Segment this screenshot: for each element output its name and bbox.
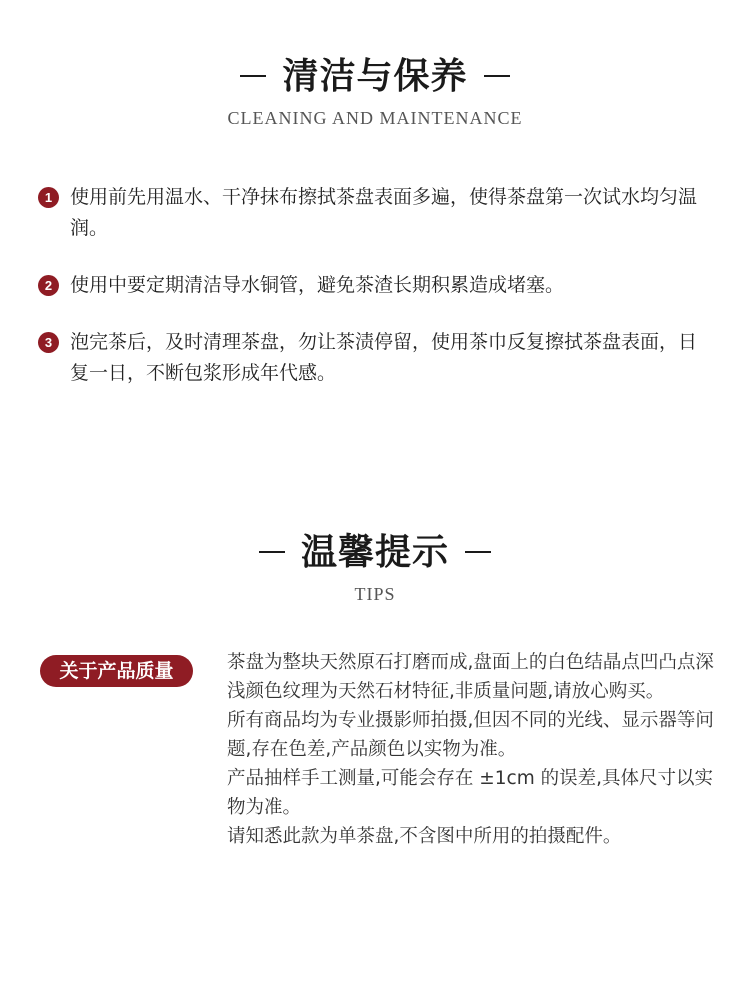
title-dash-left — [259, 551, 285, 553]
step-number-badge: 1 — [38, 187, 59, 208]
tips-subtitle: TIPS — [354, 584, 396, 604]
title-dash-right — [465, 551, 491, 553]
step-number-badge: 3 — [38, 332, 59, 353]
product-quality-badge: 关于产品质量 — [40, 655, 193, 687]
cleaning-title: 清洁与保养 — [282, 55, 468, 97]
step-text: 泡完茶后，及时清理茶盘，勿让茶渍停留，使用茶巾反复擦拭茶盘表面，日复一日，不断包浆形成年代感。 — [70, 331, 698, 384]
tips-list — [227, 648, 719, 851]
tips-heading — [0, 531, 750, 605]
tip-paragraph: 产品抽样手工测量,可能会存在 ±1cm 的误差,具体尺寸以实物为准。 — [227, 768, 713, 818]
cleaning-heading — [0, 55, 750, 129]
step-text: 使用前先用温水、干净抹布擦拭茶盘表面多遍，使得茶盘第一次试水均匀温润。 — [70, 186, 698, 239]
tips-title: 温馨提示 — [300, 531, 449, 573]
title-dash-left — [240, 75, 266, 77]
tip-paragraph: 所有商品均为专业摄影师拍摄,但因不同的光线、显示器等问题,存在色差,产品颜色以实物为准。 — [227, 710, 714, 760]
cleaning-title-row — [0, 55, 750, 97]
step-item — [38, 327, 718, 389]
tip-paragraph: 请知悉此款为单茶盘,不含图中所用的拍摄配件。 — [227, 826, 622, 847]
title-dash-right — [484, 75, 510, 77]
step-item — [38, 182, 718, 244]
step-number-badge: 2 — [38, 275, 59, 296]
cleaning-subtitle: CLEANING AND MAINTENANCE — [227, 108, 523, 128]
cleaning-steps — [38, 182, 718, 415]
step-item — [38, 270, 718, 301]
step-text: 使用中要定期清洁导水铜管，避免茶渣长期积累造成堵塞。 — [70, 274, 565, 296]
tip-paragraph: 茶盘为整块天然原石打磨而成,盘面上的白色结晶点凹凸点深浅颜色纹理为天然石材特征,非质量问题,请放心购买。 — [227, 652, 714, 702]
tips-title-row — [0, 531, 750, 573]
